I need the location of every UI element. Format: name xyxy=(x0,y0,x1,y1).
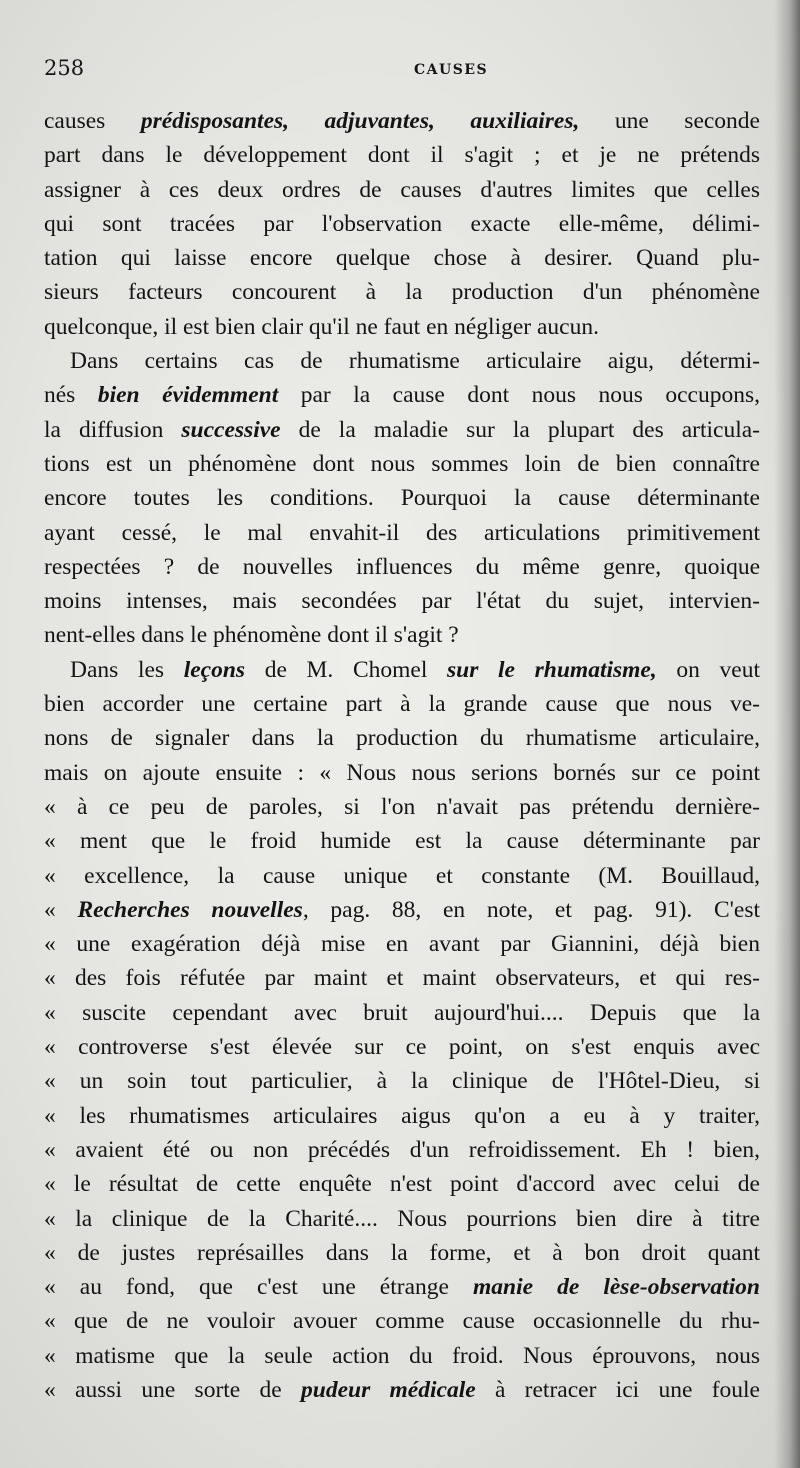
page-gutter-shadow xyxy=(774,0,800,1468)
text-segment: « avaient été ou non précédés d'un refroidissement. Eh ! bien, xyxy=(44,1136,760,1163)
text-segment: mais on ajoute ensuite : « Nous nous serions bornés sur ce point xyxy=(44,759,760,786)
text-segment: causes xyxy=(44,108,141,134)
text-segment: « au fond, que c'est une étrange xyxy=(44,1274,473,1301)
text-line xyxy=(44,618,760,652)
text-line xyxy=(44,1236,760,1270)
text-line xyxy=(44,961,760,995)
body-text xyxy=(44,104,760,1407)
text-line xyxy=(44,687,760,721)
text-segment: « ment que le froid humide est la cause déterminante par xyxy=(44,828,760,855)
text-line xyxy=(44,653,760,687)
text-line xyxy=(44,516,760,550)
text-segment: « excellence, la cause unique et constante (M. Bouillaud, xyxy=(44,862,760,889)
text-segment: nent-elles dans le phénomène dont il s'agit ? xyxy=(44,622,459,649)
italic-text-segment: pudeur médicale xyxy=(301,1376,476,1403)
italic-text-segment: successive xyxy=(181,416,281,443)
text-segment: nons de signaler dans la production du rhumatisme articulaire, xyxy=(44,725,760,752)
text-line xyxy=(44,378,760,412)
text-line xyxy=(44,241,760,275)
text-segment: tation qui laisse encore quelque chose à desirer. Quand plu- xyxy=(44,245,760,272)
text-segment: « des fois réfutée par maint et maint observateurs, et qui res- xyxy=(44,965,760,992)
italic-text-segment: prédisposantes, adjuvantes, auxiliaires, xyxy=(140,108,580,134)
text-segment: « controverse s'est élevée sur ce point, on s'est enquis avec xyxy=(44,1034,760,1061)
text-segment: Dans les xyxy=(70,656,184,683)
text-line xyxy=(44,413,760,447)
text-segment: tions est un phénomène dont nous sommes loin de bien connaître xyxy=(44,450,760,477)
italic-text-segment: manie de lèse-observation xyxy=(473,1274,760,1301)
text-line xyxy=(44,1339,760,1373)
text-segment: de la maladie sur la plupart des articula- xyxy=(280,416,760,443)
text-line xyxy=(44,893,760,927)
text-segment: « aussi une sorte de xyxy=(44,1376,302,1403)
text-line xyxy=(44,173,760,207)
text-line xyxy=(44,790,760,824)
text-line xyxy=(44,824,760,858)
text-segment: nés xyxy=(44,382,98,409)
text-line xyxy=(44,1133,760,1167)
text-segment: assigner à ces deux ordres de causes d'autres limites que celles xyxy=(44,176,760,203)
text-line xyxy=(44,104,760,138)
text-segment: « un soin tout particulier, à la clinique de l'Hôtel-Dieu, si xyxy=(44,1068,760,1095)
text-segment: part dans le développement dont il s'agit ; et je ne prétends xyxy=(44,142,760,169)
text-segment: « la clinique de la Charité.... Nous pourrions bien dire à titre xyxy=(44,1205,760,1232)
text-line xyxy=(44,1030,760,1064)
text-segment: par la cause dont nous nous occupons, xyxy=(278,382,761,409)
italic-text-segment: sur le rhumatisme, xyxy=(447,656,657,683)
text-segment: qui sont tracées par l'observation exacte elle-même, délimi- xyxy=(44,210,760,237)
text-line xyxy=(44,310,760,344)
italic-text-segment: leçons xyxy=(183,656,246,683)
running-head: CAUSES xyxy=(414,62,489,78)
text-line xyxy=(44,1373,760,1407)
page-header xyxy=(44,56,764,86)
text-segment: quelconque, il est bien clair qu'il ne faut en négliger aucun. xyxy=(44,313,599,340)
text-segment: « les rhumatismes articulaires aigus qu'on a eu à y traiter, xyxy=(44,1102,760,1129)
text-line xyxy=(44,1167,760,1201)
text-segment: bien accorder une certaine part à la grande cause que nous ve- xyxy=(44,691,760,718)
text-line xyxy=(44,756,760,790)
text-segment: sieurs facteurs concourent à la production d'un phénomène xyxy=(44,279,760,306)
text-segment: « de justes représailles dans la forme, et à bon droit quant xyxy=(44,1239,760,1266)
text-segment: « xyxy=(44,896,78,923)
text-segment: la diffusion xyxy=(44,416,182,443)
text-segment: « le résultat de cette enquête n'est point d'accord avec celui de xyxy=(44,1171,760,1198)
text-line xyxy=(44,1270,760,1304)
text-line xyxy=(44,1099,760,1133)
text-segment: une seconde xyxy=(579,108,760,134)
text-line xyxy=(44,1064,760,1098)
text-segment: « suscite cependant avec bruit aujourd'hui.... Depuis que la xyxy=(44,999,760,1026)
text-line xyxy=(44,481,760,515)
text-segment: respectées ? de nouvelles influences du même genre, quoique xyxy=(44,553,760,580)
text-line xyxy=(44,138,760,172)
text-line xyxy=(44,275,760,309)
text-segment: « une exagération déjà mise en avant par Giannini, déjà bien xyxy=(44,931,760,958)
text-line xyxy=(44,550,760,584)
text-segment: , pag. 88, en note, et pag. 91). C'est xyxy=(302,896,761,923)
text-line xyxy=(44,996,760,1030)
text-line xyxy=(44,344,760,378)
text-line xyxy=(44,1304,760,1338)
text-line xyxy=(44,927,760,961)
italic-text-segment: bien évidemment xyxy=(97,382,279,409)
text-line xyxy=(44,447,760,481)
text-segment: à retracer ici une foule xyxy=(475,1376,760,1403)
text-segment: ayant cessé, le mal envahit-il des articulations primitivement xyxy=(44,519,760,546)
text-segment: « que de ne vouloir avouer comme cause occasionnelle du rhu- xyxy=(44,1308,760,1335)
text-segment: de M. Chomel xyxy=(245,656,448,683)
text-line xyxy=(44,584,760,618)
text-segment: « matisme que la seule action du froid. Nous éprouvons, nous xyxy=(44,1342,760,1369)
text-segment: encore toutes les conditions. Pourquoi la cause déterminante xyxy=(44,485,760,512)
text-line xyxy=(44,1202,760,1236)
italic-text-segment: Recherches nouvelles xyxy=(77,896,303,923)
page-number: 258 xyxy=(44,56,85,80)
text-line xyxy=(44,721,760,755)
text-segment: moins intenses, mais secondées par l'état du sujet, intervien- xyxy=(44,588,760,615)
text-segment: on veut xyxy=(656,656,760,683)
text-segment: Dans certains cas de rhumatisme articulaire aigu, détermi- xyxy=(70,348,760,375)
text-line xyxy=(44,859,760,893)
text-line xyxy=(44,207,760,241)
text-segment: « à ce peu de paroles, si l'on n'avait pas prétendu dernière- xyxy=(44,793,760,820)
